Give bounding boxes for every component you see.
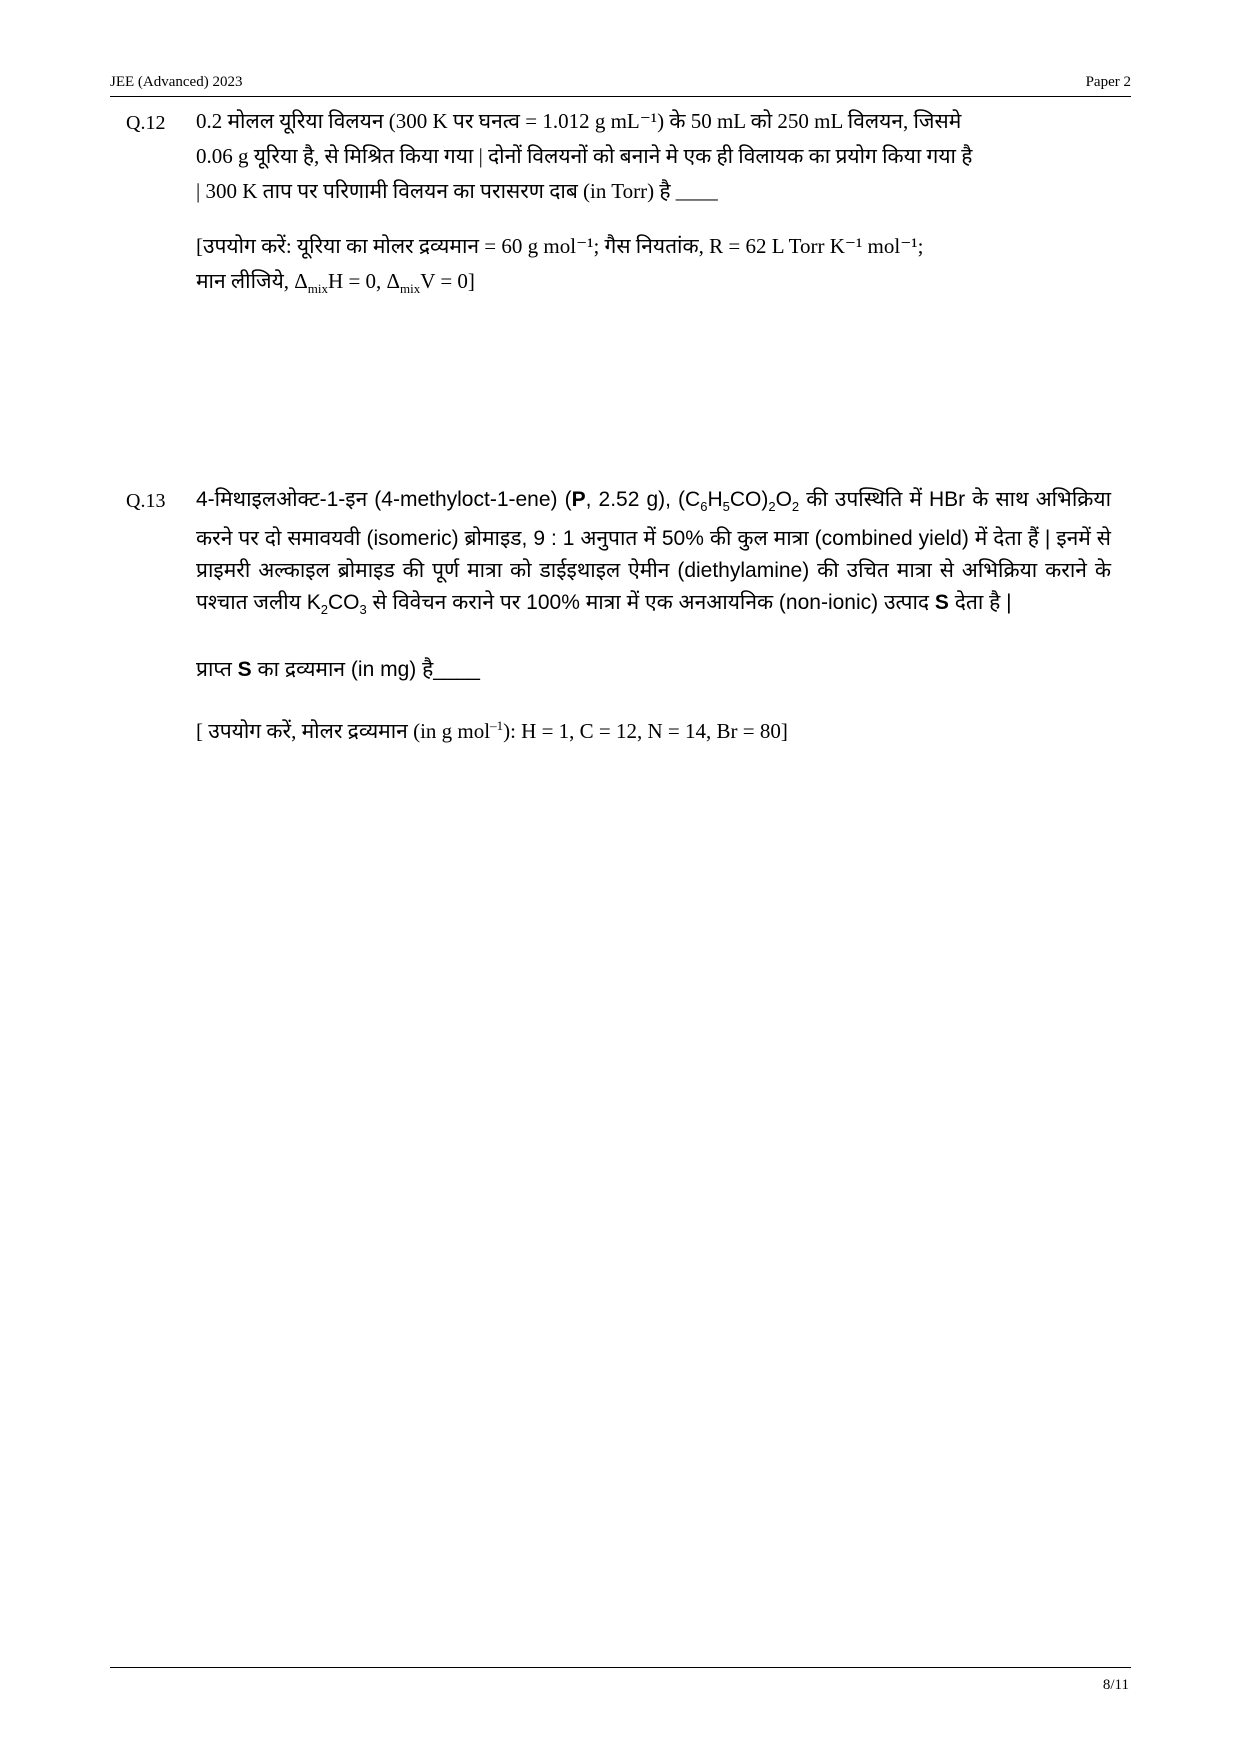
given-data-line: [ उपयोग करें, मोलर द्रव्यमान (in g mol$^{-1}$): H = 1, C = 12, N = 14, Br = 80] <box>196 718 788 744</box>
question-number: Q.13 <box>126 490 166 512</box>
exam-title: JEE (Advanced) 2023 <box>110 74 243 90</box>
question-text-line: 0.2 मोलल यूरिया विलयन (300 K पर घनत्व = 1.012 g mL⁻¹) के 50 mL को 250 mL विलयन, जिसमे <box>196 109 962 133</box>
question-text-line: 0.06 g यूरिया है, से मिश्रित किया गया | दोनों विलयनों को बनाने मे एक ही विलायक का प्रयोग किया गया है <box>196 144 973 168</box>
question-text-paragraph: 4-मिथाइलओक्ट-1-इन (4-methyloct-1-ene) (P, 2.52 g), $(C_6H_5CO)_2O_2$ की उपस्थिति में HBr के साथ अभिक्रिया करने पर दो समावयवी (isomeric) ब्रोमाइड, 9 : 1 अनुपात में 50% की कुल मात्रा (combined yield) में देता हैं | इनमें से प्राइमरी अल्काइल ब्रोमाइड की पूर्ण मात्रा को डाईइथाइल ऐमीन (diethylamine) की उचित मात्रा से अभिक्रिया कराने के पश्चात जलीय $K_2CO_3$ से विवेचन कराने पर 100% मात्रा में एक अनआयनिक (non-ionic) उत्पाद S देता है | <box>196 488 1112 618</box>
given-data-line: [उपयोग करें: यूरिया का मोलर द्रव्यमान = 60 g mol⁻¹; गैस नियतांक, R = 62 L Torr K⁻¹ mol⁻¹; <box>196 234 924 258</box>
assumption-line: मान लीजिये, $\Delta_{mix}H = 0$, $\Delta_{mix}V = 0$] <box>196 269 475 297</box>
question-body <box>196 104 1111 306</box>
footer-rule <box>110 1667 1131 1668</box>
page-number: 8/11 <box>1102 1677 1129 1693</box>
question-number: Q.12 <box>126 112 166 134</box>
question-body <box>196 484 1111 749</box>
question-prompt: प्राप्त S का द्रव्यमान (in mg) है____ <box>196 658 480 682</box>
question-text-line: | 300 K ताप पर परिणामी विलयन का परासरण दाब (in Torr) है ____ <box>196 179 718 203</box>
paper-label: Paper 2 <box>1085 74 1131 90</box>
page-header <box>110 74 1131 97</box>
